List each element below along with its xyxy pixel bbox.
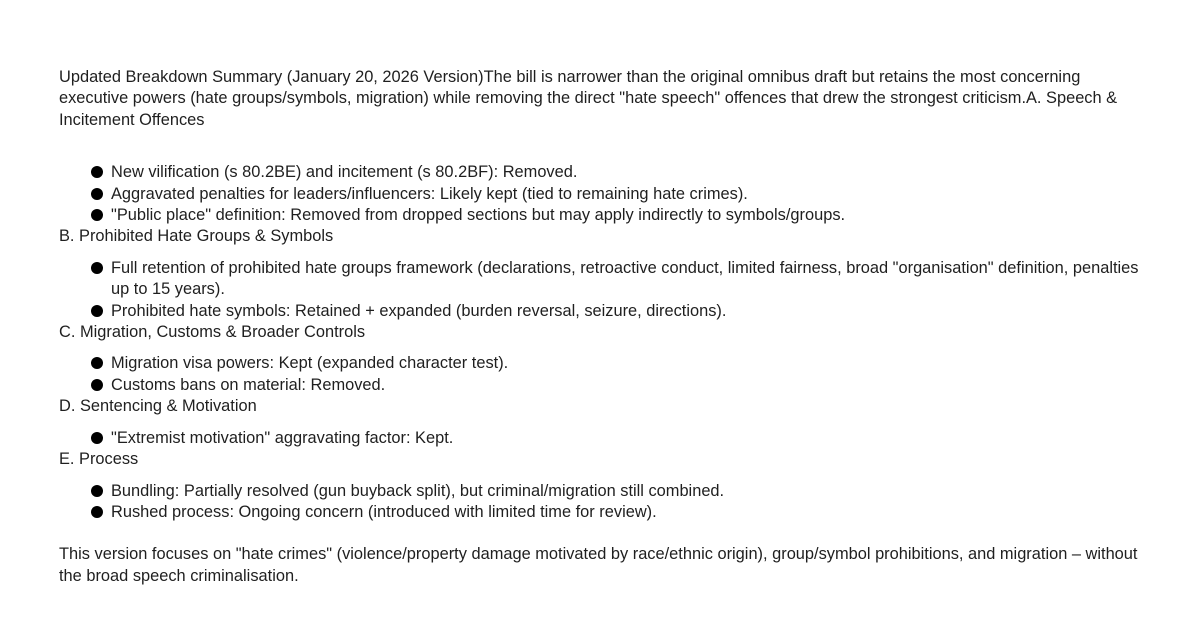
section-e-heading: E. Process <box>59 450 139 469</box>
list-item-text: Rushed process: Ongoing concern (introduced with limited time for review). <box>111 502 657 521</box>
section-e-list <box>59 481 1139 524</box>
section-b-heading: B. Prohibited Hate Groups & Symbols <box>59 227 334 246</box>
section-a-list <box>59 162 1139 226</box>
list-item <box>111 481 1139 502</box>
bullet-dot-icon <box>91 485 103 497</box>
bullet-dot-icon <box>91 262 103 274</box>
list-item-text: Migration visa powers: Kept (expanded character test). <box>111 354 509 373</box>
list-item <box>111 301 1139 322</box>
list-item <box>111 353 1139 374</box>
list-item <box>111 258 1139 301</box>
list-item-text: Customs bans on material: Removed. <box>111 375 386 394</box>
section-b-list <box>59 258 1139 322</box>
bullet-dot-icon <box>91 305 103 317</box>
list-item-text: Prohibited hate symbols: Retained + expanded (burden reversal, seizure, directions). <box>111 301 727 320</box>
list-item-text: "Public place" definition: Removed from dropped sections but may apply indirectly to symbols/groups. <box>111 206 846 225</box>
bullet-dot-icon <box>91 432 103 444</box>
bullet-dot-icon <box>91 379 103 391</box>
list-item-text: Aggravated penalties for leaders/influencers: Likely kept (tied to remaining hate crimes). <box>111 184 748 203</box>
bullet-dot-icon <box>91 357 103 369</box>
list-item-text: "Extremist motivation" aggravating factor: Kept. <box>111 428 454 447</box>
section-c-heading: C. Migration, Customs & Broader Controls <box>59 323 366 342</box>
section-d-heading: D. Sentencing & Motivation <box>59 397 257 416</box>
list-item <box>111 502 1139 523</box>
sections <box>59 162 1139 523</box>
list-item <box>111 375 1139 396</box>
bullet-dot-icon <box>91 188 103 200</box>
list-item-text: Full retention of prohibited hate groups framework (declarations, retroactive conduct, limited fairness, broad "organisation" definition, penalties up to 15 years). <box>111 258 1139 299</box>
bullet-dot-icon <box>91 166 103 178</box>
bullet-dot-icon <box>91 506 103 518</box>
section-c-list <box>59 353 1139 396</box>
list-item <box>111 162 1139 183</box>
list-item <box>111 428 1139 449</box>
intro-paragraph: Updated Breakdown Summary (January 20, 2026 Version)The bill is narrower than the original omnibus draft but retains the most concerning executive powers (hate groups/symbols, migration) while removing the direct "hate speech" offences that drew the strongest criticism.A. Speech & Incitement Offences <box>59 68 1118 129</box>
list-item-text: New vilification (s 80.2BE) and incitement (s 80.2BF): Removed. <box>111 163 578 182</box>
section-d-list <box>59 428 1139 449</box>
bullet-dot-icon <box>91 209 103 221</box>
list-item <box>111 184 1139 205</box>
list-item-text: Bundling: Partially resolved (gun buyback split), but criminal/migration still combined. <box>111 481 725 500</box>
outro-paragraph: This version focuses on "hate crimes" (violence/property damage motivated by race/ethnic origin), group/symbol prohibitions, and migration – without the broad speech criminalisation. <box>59 545 1138 585</box>
list-item <box>111 205 1139 226</box>
